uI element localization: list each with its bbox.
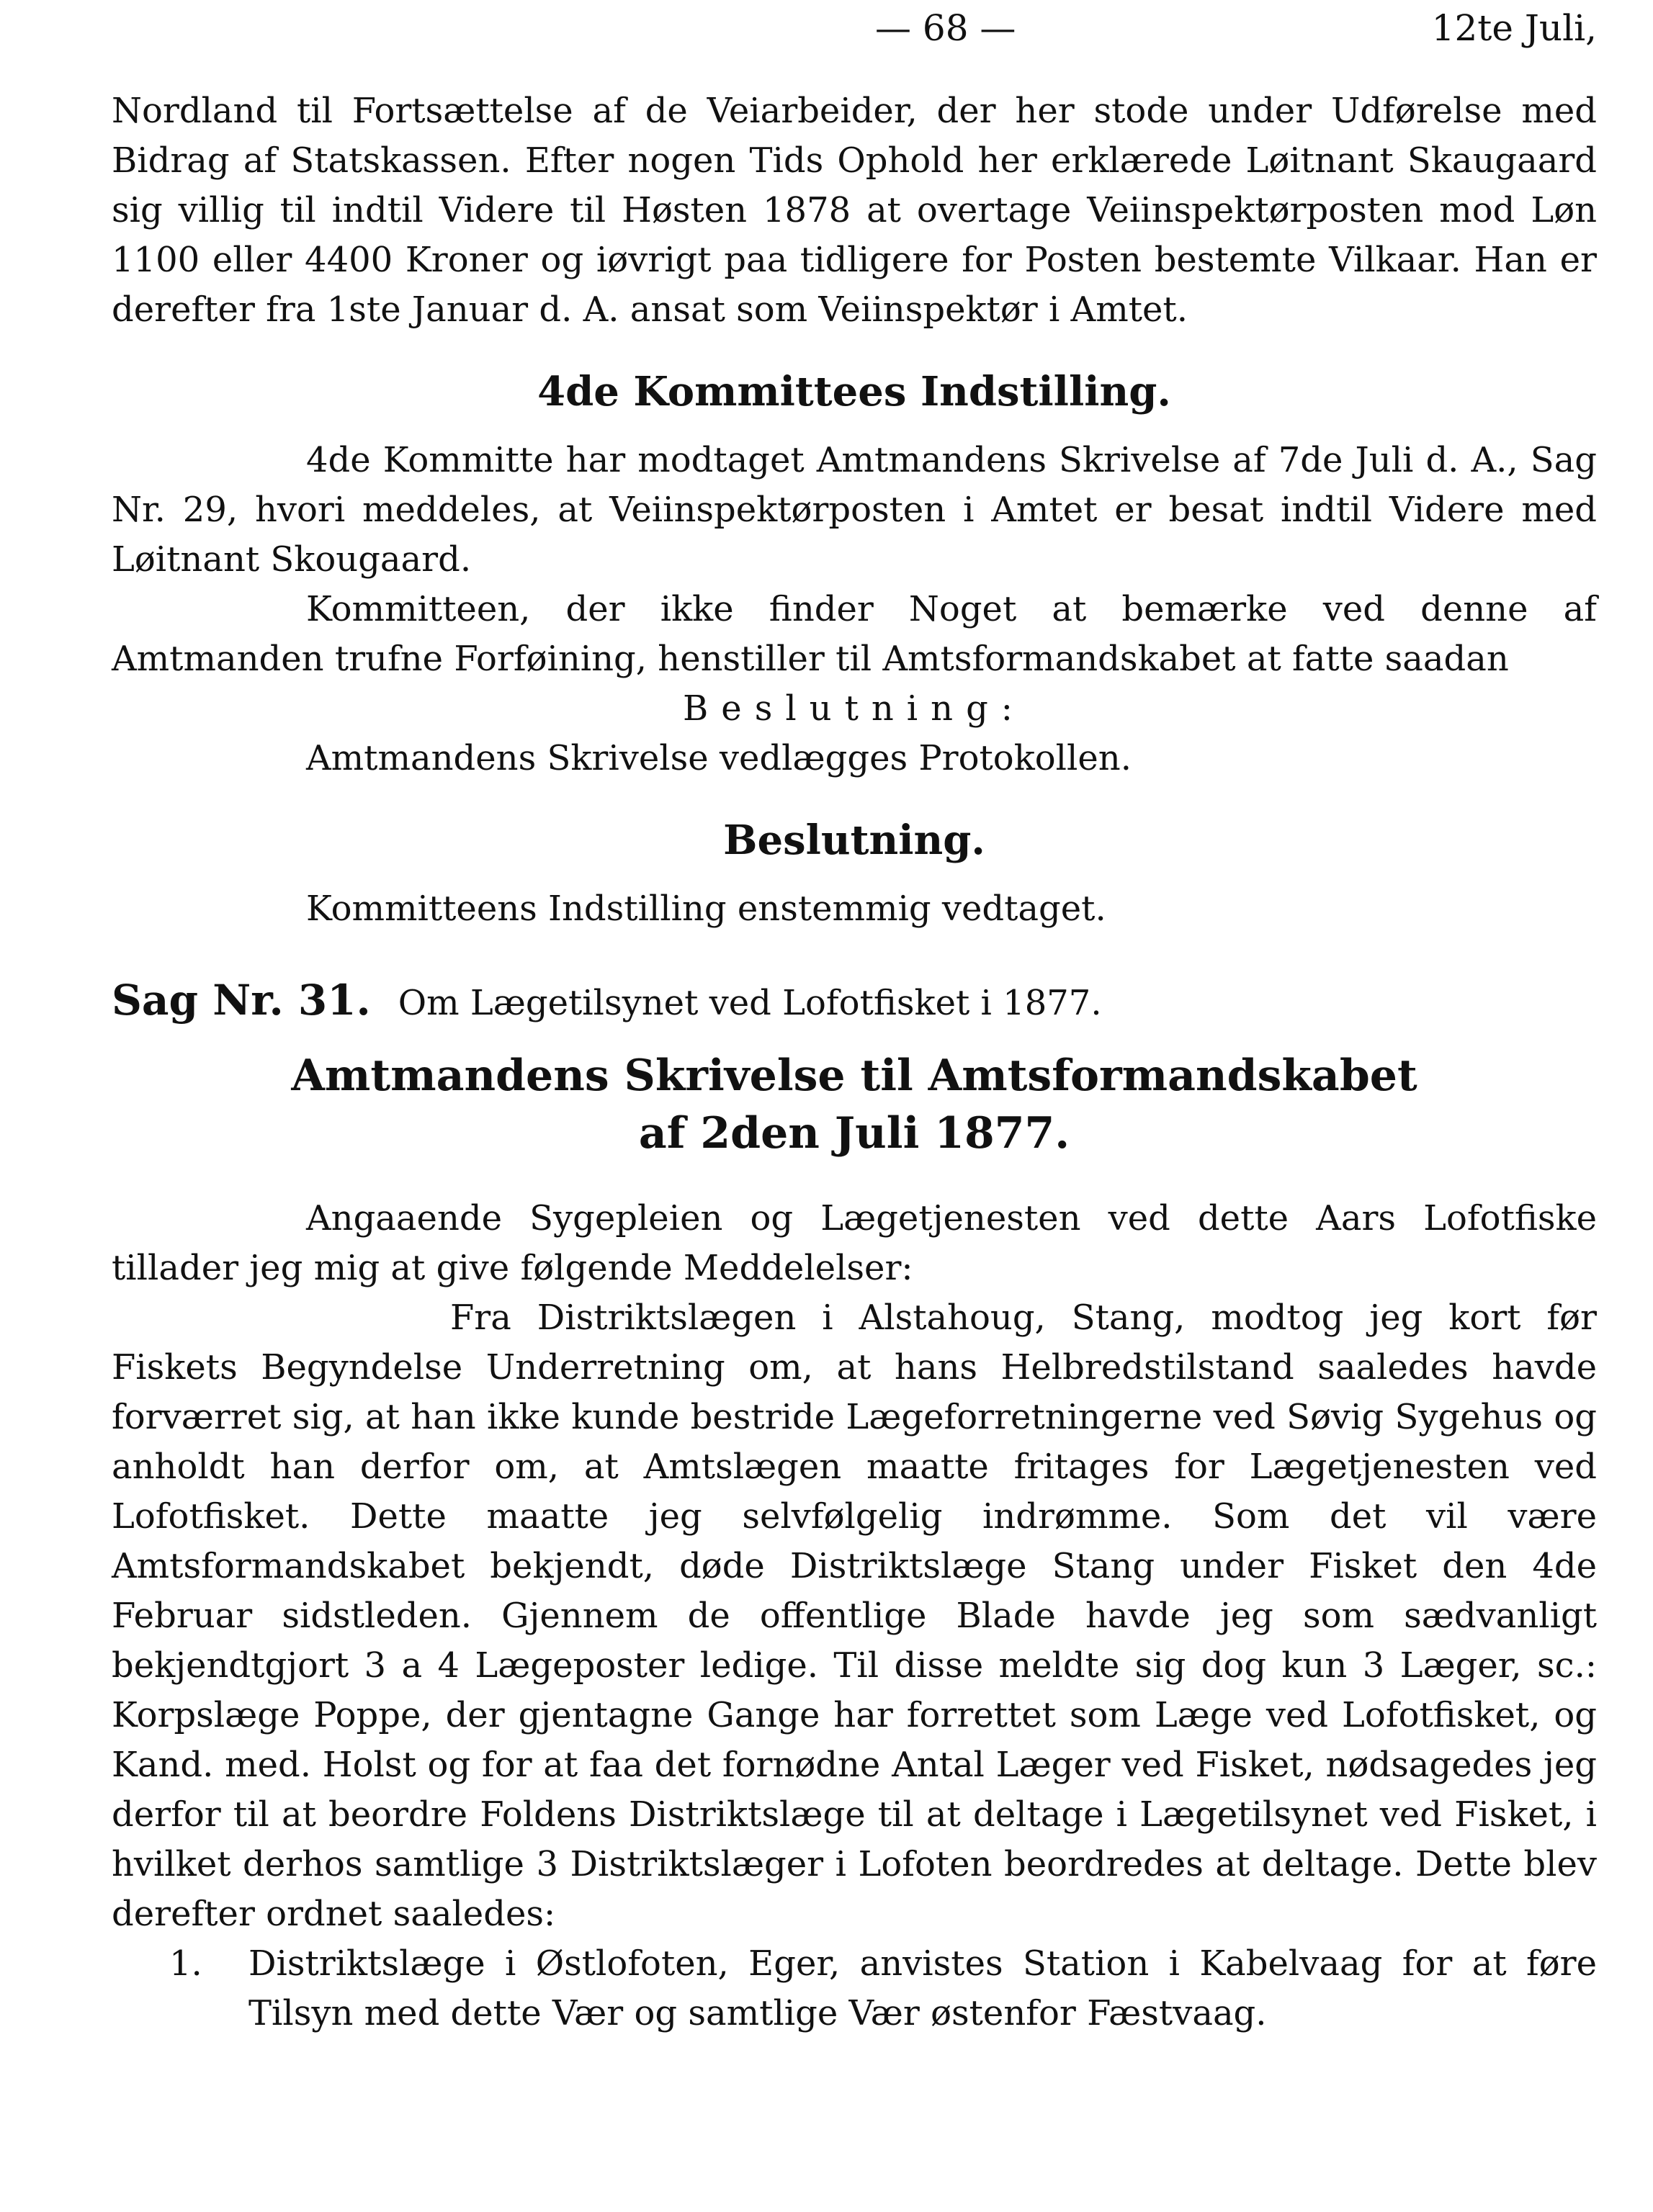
case-title: Om Lægetilsynet ved Lofotfisket i 1877. (398, 983, 1102, 1023)
running-date: 12te Juli, (1431, 7, 1597, 49)
decision-heading: Beslutning. (723, 817, 985, 864)
decision-text: Kommitteens Indstilling enstemmig vedtaget. (306, 889, 1106, 929)
letter-heading-line-2: af 2den Juli 1877. (638, 1108, 1070, 1159)
committee-paragraph-2: Kommitteen, der ikke finder Noget at bemærke ved denne af Amtmanden trufne Forføining, henstiller til Amtsformandskabet at fatte saadan (112, 589, 1597, 679)
list-item-text: Distriktslæge i Østlofoten, Eger, anvistes Station i Kabelvaag for at føre Tilsyn med dette Vær og samtlige Vær østenfor Fæstvaag. (248, 1943, 1597, 2033)
letter-paragraph-1: Angaaende Sygepleien og Lægetjenesten ved dette Aars Lofotfiske tillader jeg mig at give følgende Meddelelser: (112, 1198, 1597, 1288)
resolution-label: Beslutning: (683, 688, 1026, 729)
resolution-text: Amtmandens Skrivelse vedlægges Protokollen. (306, 738, 1132, 778)
letter-heading-line-1: Amtmandens Skrivelse til Amtsformandskabet (291, 1051, 1417, 1101)
committee-paragraph-1: 4de Kommitte har modtaget Amtmandens Skrivelse af 7de Juli d. A., Sag Nr. 29, hvori meddeles, at Veiinspektørposten i Amtet er besat indtil Videre med Løitnant Skougaard. (112, 440, 1597, 580)
list-item (112, 1939, 1597, 2038)
case-label: Sag Nr. 31. (112, 976, 371, 1025)
letter-paragraph-2: Fra Distriktslægen i Alstahoug, Stang, modtog jeg kort før Fiskets Begyndelse Underretning om, at hans Helbredstilstand saaledes havde forværret sig, at han ikke kunde bestride Lægeforretningerne ved Søvig Sygehus og anholdt han derfor om, at Amtslægen maatte fritages for Lægetjenesten ved Lofotfisket. Dette maatte jeg selvfølgelig indrømme. Som det vil være Amtsformandskabet bekjendt, døde Distriktslæge Stang under Fisket den 4de Februar sidstleden. Gjennem de offentlige Blade havde jeg som sædvanligt bekjendtgjort 3 a 4 Lægeposter ledige. Til disse meldte sig dog kun 3 Læger, sc.: Korpslæge Poppe, der gjentagne Gange har forrettet som Læge ved Lofotfisket, og Kand. med. Holst og for at faa det fornødne Antal Læger ved Fisket, nødsagedes jeg derfor til at beordre Foldens Distriktslæge til at deltage i Lægetilsynet ved Fisket, i hvilket derhos samtlige 3 Distriktslæger i Lofoten beordredes at deltage. Dette blev derefter ordnet saaledes: (112, 1298, 1597, 1934)
list-item-number: 1. (169, 1943, 202, 1984)
case-line (112, 976, 1597, 1028)
committee-heading: 4de Kommittees Indstilling. (537, 368, 1171, 415)
page-number: — 68 — (875, 7, 1016, 49)
page-header (112, 0, 1597, 86)
intro-paragraph: Nordland til Fortsættelse af de Veiarbeider, der her stode under Udførelse med Bidrag af Statskassen. Efter nogen Tids Ophold her erklærede Løitnant Skaugaard sig villig til indtil Videre til Høsten 1878 at overtage Veiinspektørposten mod Løn 1100 eller 4400 Kroner og iøvrigt paa tidligere for Posten bestemte Vilkaar. Han er derefter fra 1ste Januar d. A. ansat som Veiinspektør i Amtet. (112, 91, 1597, 330)
